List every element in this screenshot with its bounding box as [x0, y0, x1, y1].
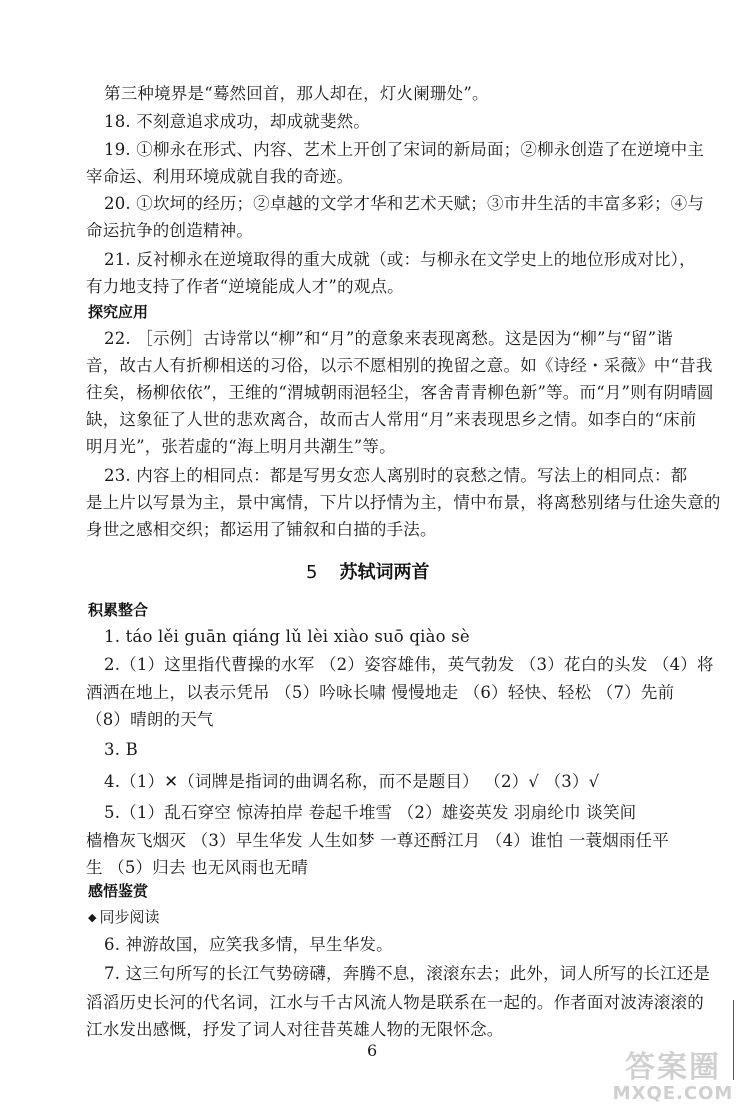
answer-21-line1: 21. 反衬柳永在逆境取得的重大成就（或：与柳永在文学史上的地位形成对比）， — [104, 250, 696, 269]
answer-7-line3: 江水发出感慨，抒发了词人对往昔英雄人物的无限怀念。 — [86, 1020, 504, 1039]
answer-23-line1: 23. 内容上的相同点：都是写男女恋人离别时的哀愁之情。写法上的相同点：都 — [104, 466, 688, 485]
answer-5-line2: 樯橹灰飞烟灭 （3）早生华发 人生如梦 一尊还酹江月 （4）谁怕 一蓑烟雨任平 — [86, 831, 670, 850]
answer-23-line3: 身世之感相交织；都运用了铺叙和白描的手法。 — [86, 520, 437, 539]
answer-1-pinyin: 1. táo lěi guān qiáng lǔ lèi xiào suō qiào sè — [104, 627, 470, 646]
diamond-bullet-icon: ◆ — [88, 911, 97, 924]
answer-2-line3: （8）晴朗的天气 — [86, 710, 214, 729]
answer-7-line2: 滔滔历史长河的代名词，江水与千古风流人物是联系在一起的。作者面对波涛滚滚的 — [86, 993, 704, 1012]
answer-4: 4.（1）✕（词牌是指词的曲调名称，而不是题目） （2）√ （3）√ — [104, 772, 600, 791]
chapter-number: 5 — [306, 562, 318, 583]
watermark-logo — [600, 1052, 746, 1106]
answer-17-tail: 第三种境界是“蓦然回首，那人却在，灯火阑珊处”。 — [104, 84, 489, 103]
subsection-label: 同步阅读 — [99, 908, 160, 926]
answer-20-line2: 命运抗争的创造精神。 — [86, 221, 253, 240]
answer-23-line2: 是上片以写景为主，景中寓情，下片以抒情为主，情中布景，将离愁别绪与仕途失意的 — [86, 493, 721, 512]
answer-19-line1: 19. ①柳永在形式、内容、艺术上开创了宋词的新局面；②柳永创造了在逆境中主 — [104, 140, 705, 159]
chapter-title-text: 苏轼词两首 — [339, 562, 430, 583]
watermark-logo-text: 答案圈 — [625, 1050, 721, 1085]
answer-2-line1: 2.（1）这里指代曹操的水军 （2）姿容雄伟，英气勃发 （3）花白的头发 （4）将 — [104, 655, 714, 674]
answer-3: 3. B — [104, 740, 138, 759]
answer-19-line2: 宰命运、利用环境成就自我的奇迹。 — [86, 167, 354, 186]
answer-22-line4: 缺，这象征了人世的悲欢离合，故而古人常用“月”来表现思乡之情。如李白的“床前 — [86, 410, 697, 429]
answer-20-line1: 20. ①坎坷的经历；②卓越的文学才华和艺术天赋；③市井生活的丰富多彩；④与 — [104, 194, 705, 213]
answer-21-line2: 有力地支持了作者“逆境能成人才”的观点。 — [86, 277, 404, 296]
watermark-url: MXQE.COM — [612, 1083, 734, 1104]
answer-22-line1: 22. ［示例］古诗常以“柳”和“月”的意象来表现离愁。这是因为“柳”与“留”谐 — [104, 329, 673, 348]
subsection-sync-reading — [88, 906, 159, 929]
answer-6: 6. 神游故国，应笑我多情，早生华发。 — [104, 935, 393, 954]
section-heading-explore: 探究应用 — [88, 303, 149, 321]
section-heading-accumulate: 积累整合 — [88, 601, 149, 619]
answer-5-line1: 5.（1）乱石穿空 惊涛拍岸 卷起千堆雪 （2）雄姿英发 羽扇纶巾 谈笑间 — [104, 803, 637, 822]
chapter-title — [306, 560, 429, 586]
answer-2-line2: 酒洒在地上，以表示凭吊 （5）吟咏长啸 慢慢地走 （6）轻快、轻松 （7）先前 — [86, 683, 675, 702]
answer-22-line3: 往矣，杨柳依依”，王维的“渭城朝雨浥轻尘，客舍青青柳色新”等。而“月”则有阴晴圆 — [86, 383, 714, 402]
answer-22-line5: 明月光”，张若虚的“海上明月共潮生”等。 — [86, 437, 396, 456]
answer-22-line2: 音，故古人有折柳相送的习俗，以示不愿相别的挽留之意。如《诗经・采薇》中“昔我 — [86, 356, 713, 375]
answer-7-line1: 7. 这三句所写的长江气势磅礴，奔腾不息，滚滚东去；此外，词人所写的长江还是 — [104, 964, 711, 983]
section-heading-appreciate: 感悟鉴赏 — [88, 882, 149, 900]
page-number: 6 — [367, 1041, 378, 1060]
answer-5-line3: 生 （5）归去 也无风雨也无晴 — [86, 858, 308, 877]
answer-18: 18. 不刻意追求成功，却成就斐然。 — [104, 112, 371, 131]
